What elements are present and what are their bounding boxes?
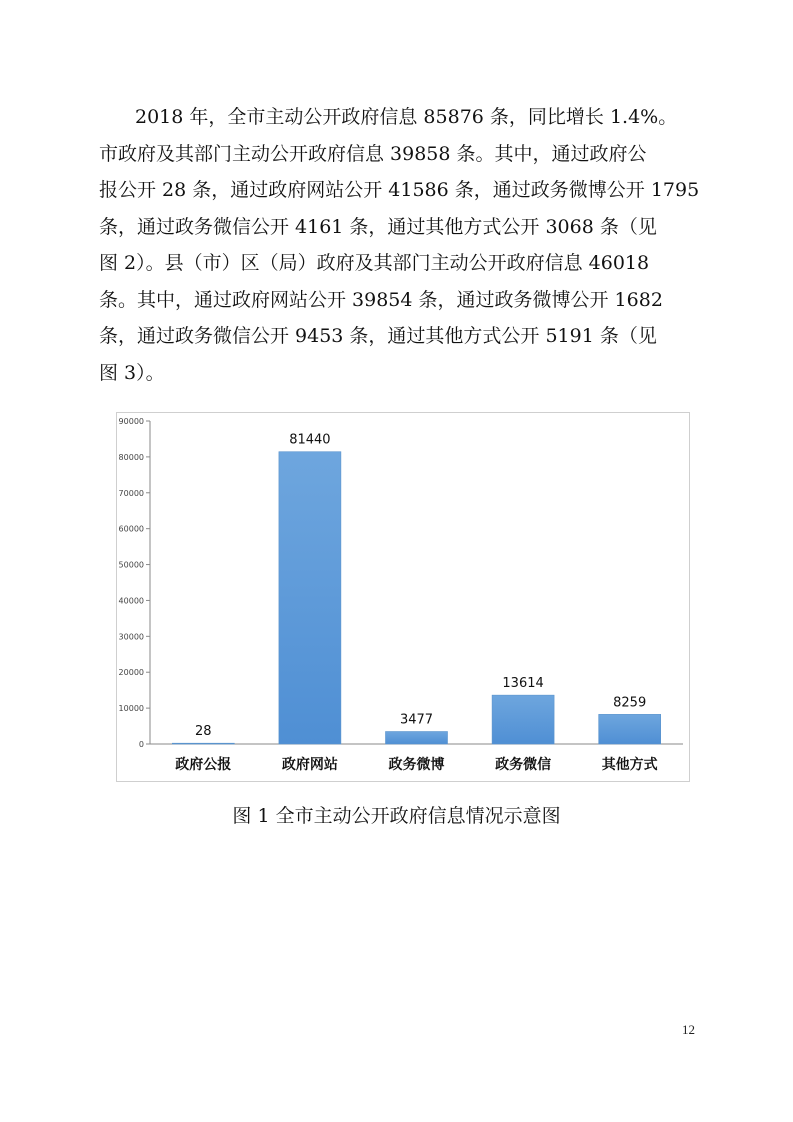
paragraph-line: 条，通过政务微信公开 9453 条，通过其他方式公开 5191 条（见 xyxy=(99,325,657,347)
paragraph-line: 报公开 28 条，通过政府网站公开 41586 条，通过政务微博公开 1795 xyxy=(99,179,700,201)
category-label: 政务微博 xyxy=(388,757,445,773)
y-tick-label: 0 xyxy=(138,740,144,749)
y-tick-label: 30000 xyxy=(118,632,144,642)
bar-政务微信 xyxy=(492,695,554,744)
y-tick-label: 80000 xyxy=(118,452,144,462)
data-label: 8259 xyxy=(613,695,647,711)
y-tick-label: 50000 xyxy=(118,560,144,570)
y-tick-label: 20000 xyxy=(118,668,144,678)
paragraph-line: 2018 年，全市主动公开政府信息 85876 条，同比增长 1.4%。 xyxy=(135,106,678,128)
category-label: 其他方式 xyxy=(601,757,658,773)
category-label: 政府网站 xyxy=(281,757,338,773)
data-label: 81440 xyxy=(289,432,331,448)
category-label: 政府公报 xyxy=(175,757,232,773)
y-tick-label: 70000 xyxy=(118,488,144,498)
y-tick-label: 90000 xyxy=(118,417,144,426)
data-label: 28 xyxy=(195,724,212,740)
y-tick-label: 10000 xyxy=(118,704,144,714)
bar-政府网站 xyxy=(279,452,341,744)
paragraph-line: 条，通过政务微信公开 4161 条，通过其他方式公开 3068 条（见 xyxy=(99,215,657,238)
paragraph-line: 图 2）。县（市）区（局）政府及其部门主动公开政府信息 46018 xyxy=(99,252,650,274)
paragraph-line: 图 3）。 xyxy=(99,361,165,384)
bar-政府公报 xyxy=(172,743,234,744)
y-tick-label: 60000 xyxy=(118,524,144,534)
paragraph-line: 条。其中，通过政府网站公开 39854 条，通过政务微博公开 1682 xyxy=(99,288,663,311)
body-paragraph xyxy=(99,99,699,391)
page-number: 12 xyxy=(682,1022,695,1037)
bar-chart-svg xyxy=(117,413,691,783)
y-tick-label: 40000 xyxy=(118,596,144,606)
data-label: 3477 xyxy=(399,712,434,728)
bar-chart xyxy=(116,412,690,782)
paragraph-line: 市政府及其部门主动公开政府信息 39858 条。其中，通过政府公 xyxy=(99,142,647,165)
bar-政务微博 xyxy=(386,732,448,744)
data-label: 13614 xyxy=(502,676,544,692)
figure-caption: 图 1 全市主动公开政府信息情况示意图 xyxy=(232,805,561,827)
bar-其他方式 xyxy=(599,714,661,744)
category-label: 政务微信 xyxy=(495,757,552,773)
